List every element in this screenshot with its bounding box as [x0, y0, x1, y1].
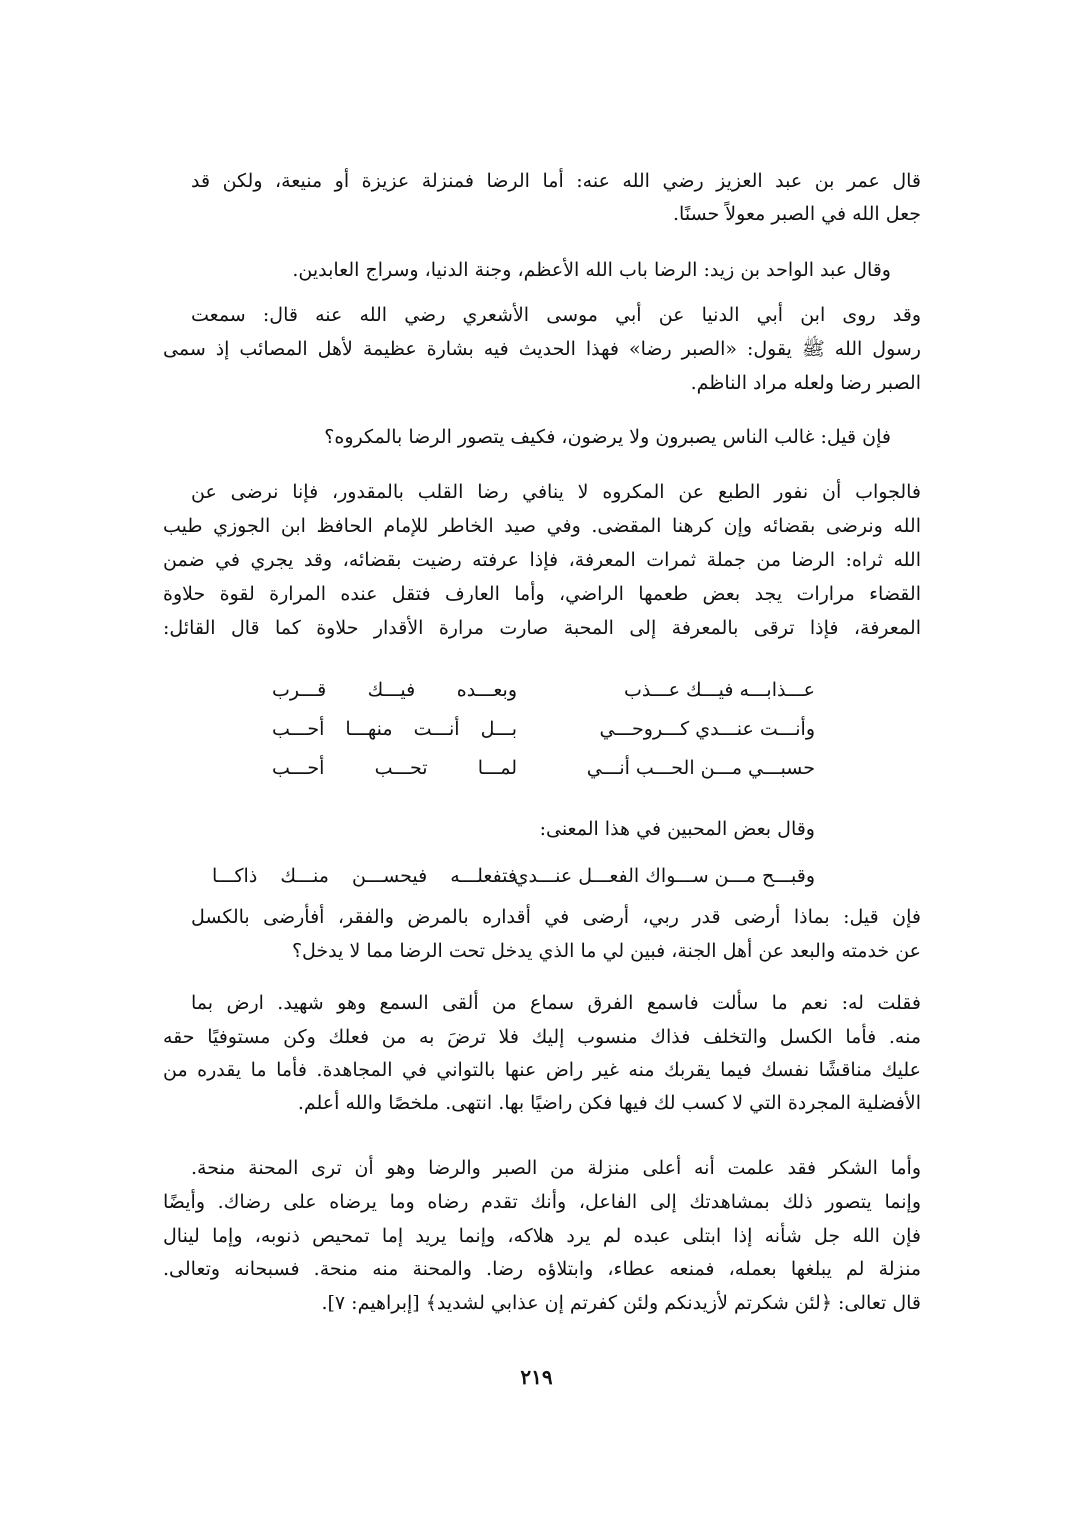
paragraph-line: عن خدمته والبعد عن أهل الجنة، فبين لي ما الذي يدخل تحت الرضا مما لا يدخل؟ [291, 940, 921, 962]
paragraph-line: فقلت له: نعم ما سألت فاسمع الفرق سماع من ألقى السمع وهو شهيد. ارض بما [191, 992, 921, 1014]
paragraph-line: فإن قيل: غالب الناس يصبرون ولا يرضون، فكيف يتصور الرضا بالمكروه؟ [324, 426, 891, 448]
paragraph-line: القضاء مرارات يجد بعض طعمها الراضي، وأما العارف فتقل عنده المرارة لقوة حلاوة [163, 583, 921, 605]
verse-right: عـــذابـــه فيـــك عـــذب [624, 679, 815, 701]
paragraph-line: الأفضلية المجردة التي لا كسب لك فيها فكن راضيًا بها. انتهى. ملخصًا والله أعلم. [297, 1092, 921, 1114]
verse-left: بـــل أنـــت منهـــا أحـــب [272, 718, 517, 740]
paragraph-line: المعرفة، فإذا ترقى بالمعرفة إلى المحبة صارت مرارة الأقدار حلاوة كما قال القائل: [163, 617, 921, 639]
paragraph-line: منه. فأما الكسل والتخلف فذاك منسوب إليك فلا ترضَ به من فعلك وكن مستوفيًا حقه [163, 1026, 921, 1048]
paragraph-line: جعل الله في الصبر معولاً حسنًا. [673, 203, 921, 225]
paragraph-line: فالجواب أن نفور الطبع عن المكروه لا ينافي رضا القلب بالمقدور، فإنا نرضى عن [191, 481, 921, 503]
verse-right: حسبـــي مـــن الحـــب أنـــي [586, 757, 815, 779]
verse-left: لمـــا تحـــب أحـــب [272, 757, 517, 779]
paragraph-line: منزلة لم يبلغها بعمله، فمنعه عطاء، وابتلاؤه رضا. والمحنة منه منحة. فسبحانه وتعالى. [163, 1258, 921, 1280]
paragraph-line: فإن قيل: بماذا أرضى قدر ربي، أرضى في أقداره بالمرض والفقر، أفأرضى بالكسل [191, 906, 921, 928]
paragraph-line: الله ثراه: الرضا من جملة ثمرات المعرفة، فإذا عرفته رضيت بقضائه، وقد يجري في ضمن [163, 549, 921, 571]
paragraph-line: وأما الشكر فقد علمت أنه أعلى منزلة من الصبر والرضا وهو أن ترى المحنة منحة. [191, 1157, 921, 1179]
paragraph-line: قال عمر بن عبد العزيز رضي الله عنه: أما الرضا فمنزلة عزيزة أو منيعة، ولكن قد [191, 170, 921, 192]
verse-right: وقبـــح مـــن ســـواك الفعـــل عنـــدي [513, 865, 815, 887]
paragraph-line: عليك مناقشًا نفسك فيما يقربك منه غير راض عنها بالتواني في المجاهدة. فأما ما يقدره من [163, 1059, 921, 1081]
verse-left: وبعـــده فيـــك قـــرب [272, 679, 517, 701]
page-number: ٢١٩ [520, 1365, 553, 1389]
paragraph-line: وإنما يتصور ذلك بمشاهدتك إلى الفاعل، وأنك تقدم رضاه وما يرضاه على رضاك. وأيضًا [163, 1191, 921, 1213]
paragraph-line: وقد روى ابن أبي الدنيا عن أبي موسى الأشعري رضي الله عنه قال: سمعت [191, 304, 921, 326]
verse-left: فتفعلـــه فيحســـن منـــك ذاكـــا [212, 865, 517, 887]
paragraph-line: رسول الله ﷺ يقول: «الصبر رضا» فهذا الحديث فيه بشارة عظيمة لأهل المصائب إذ سمى [163, 338, 921, 360]
paragraph-line: الله ونرضى بقضائه وإن كرهنا المقضى. وفي صيد الخاطر للإمام الحافظ ابن الجوزي طيب [163, 515, 921, 537]
paragraph-line: قال تعالى: ﴿لئن شكرتم لأزيدنكم ولئن كفرتم إن عذابي لشديد﴾ [إبراهيم: ٧]. [321, 1292, 921, 1314]
verse-right: وأنـــت عنـــدي كـــروحـــي [599, 718, 815, 740]
paragraph-line: الصبر رضا ولعله مراد الناظم. [690, 372, 921, 394]
paragraph-line: وقال عبد الواحد بن زيد: الرضا باب الله الأعظم، وجنة الدنيا، وسراج العابدين. [292, 259, 891, 281]
paragraph-line: وقال بعض المحبين في هذا المعنى: [539, 818, 815, 840]
paragraph-line: فإن الله جل شأنه إذا ابتلى عبده لم يرد هلاكه، وإنما يريد إما تمحيص ذنوبه، وإما لينال [163, 1225, 921, 1247]
